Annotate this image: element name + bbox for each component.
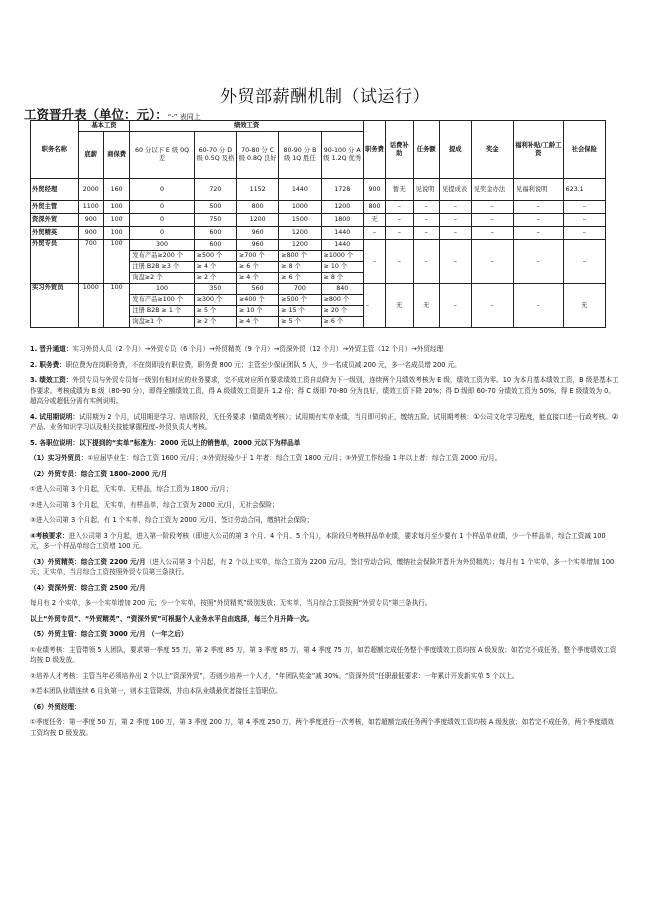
table-cell: ≥800 个 [279, 251, 321, 262]
table-cell: 1200 [237, 214, 279, 227]
table-cell: – [413, 214, 439, 227]
header-duty: 职务费 [363, 121, 385, 179]
table-cell: 见奖金办法 [471, 179, 513, 201]
table-cell: 见提成表 [439, 179, 471, 201]
table-cell: 0 [130, 179, 194, 201]
table-cell: 外贸精英 [31, 227, 79, 240]
table-cell: ≥800 个 [321, 295, 363, 306]
section-senior-heading: （4）资深外贸：综合工资 2500 元/月 [30, 583, 146, 592]
table-cell: – [471, 227, 513, 240]
table-cell: 720 [194, 179, 236, 201]
section-heading: （1）实习外贸员： [30, 454, 88, 462]
table-cell: ≥ 5 个 [279, 317, 321, 328]
table-cell: ≥ 4 个 [194, 262, 236, 273]
table-cell: 询盘≥2 个 [130, 273, 194, 284]
table-cell: 960 [237, 227, 279, 240]
table-cell: – [386, 227, 413, 240]
table-cell: – [363, 227, 385, 240]
table-cell: 100 [103, 284, 129, 328]
table-cell: 100 [103, 240, 129, 284]
list-marker: ② [611, 411, 619, 421]
table-cell: 见福利说明 [513, 179, 563, 201]
table-cell: ≥ 6 个 [279, 273, 321, 284]
table-cell: – [513, 227, 563, 240]
table-cell: 560 [237, 284, 279, 295]
table-cell: ≥500 个 [279, 295, 321, 306]
table-cell: ≥ 6 个 [237, 262, 279, 273]
note-heading: 2. 职务费： [30, 360, 66, 369]
header-row-1 [31, 121, 606, 132]
table-cell: – [563, 240, 605, 284]
table-cell: – [471, 240, 513, 284]
table-cell: ≥300 个 [194, 295, 236, 306]
header-base-benefit: 商保费 [103, 132, 129, 179]
table-cell: – [513, 201, 563, 214]
table-cell: 外贸经理 [31, 179, 79, 201]
table-cell: – [363, 284, 385, 328]
table-cell: 1728 [321, 179, 363, 201]
table-cell: 1200 [321, 201, 363, 214]
table-cell: 600 [194, 240, 236, 251]
notes-section [30, 344, 620, 743]
section-text: ②进入公司第 3 个月起，无实单，有样品单，综合工资为 2000 元/月，无社会保险； [30, 500, 279, 509]
table-cell: ≥400 个 [237, 295, 279, 306]
section-supervisor-heading: （5）外贸主管：综合工资 3000 元/月 （一年之后） [30, 630, 188, 638]
table-cell: – [363, 240, 385, 284]
section-choice-note: 以上“外贸专员”、“外贸精英”、“资深外贸”可根据个人业务水平自由选择，每三个月升降一次。 [30, 614, 314, 623]
table-cell: 见说明 [413, 179, 439, 201]
table-row-elite [31, 227, 606, 240]
table-cell: 资深外贸 [31, 214, 79, 227]
table-cell: ≥ 8 个 [321, 273, 363, 284]
table-cell: 160 [103, 179, 129, 201]
header-grade-d: 60-70 分 D 级 0.5Q 及格 [194, 132, 236, 179]
table-cell: 1100 [78, 201, 103, 214]
table-cell: 1500 [279, 214, 321, 227]
table-cell: – [439, 201, 471, 214]
table-row-manager [31, 179, 606, 201]
note-text: 职位费为在岗职务费，不在岗即没有职位费，职务费 800 元；主管至少保证团队 5 人，少一名成员减 200 元，多一名成员增 200 元。 [65, 360, 461, 369]
table-cell: 无 [386, 284, 413, 328]
table-cell: – [439, 227, 471, 240]
table-cell: 800 [363, 201, 385, 214]
table-cell: ≥ 2 个 [194, 317, 236, 328]
table-cell: 0 [130, 214, 194, 227]
table-cell: 询盘≥1 个 [130, 317, 194, 328]
table-cell: 900 [78, 214, 103, 227]
table-cell: – [386, 240, 413, 284]
table-cell: 发布产品≥100 个 [130, 295, 194, 306]
note-positions-heading: 5. 各职位说明：以下提到的“实单”标准为：2000 元以上的销售单，2000 元以下为样品单 [30, 438, 301, 447]
table-row-senior [31, 214, 606, 227]
header-bonus: 奖金 [471, 121, 513, 179]
table-cell: – [413, 201, 439, 214]
header-grade-e: 60 分以下 E 级 0Q 差 [130, 132, 194, 179]
table-cell: 840 [321, 284, 363, 295]
table-cell: 900 [78, 227, 103, 240]
subtitle-main: 工资晋升表（单位：元）： [24, 107, 168, 122]
header-grade-b: 80-90 分 B 级 1Q 胜任 [279, 132, 321, 179]
table-cell: 300 [130, 240, 194, 251]
note-performance [30, 375, 620, 407]
table-cell: 暂无 [386, 179, 413, 201]
table-cell: 1000 [78, 284, 103, 328]
table-cell: 700 [279, 284, 321, 295]
header-phone: 话费补助 [386, 121, 413, 179]
table-cell: – [439, 240, 471, 284]
header-commission: 提成 [439, 121, 471, 179]
list-marker: ① [473, 411, 480, 421]
header-grade-c: 70-80 分 C 级 0.8Q 良好 [237, 132, 279, 179]
table-cell: – [563, 214, 605, 227]
section-text: （进入公司第 3 个月起，有 2 个以上实单，综合工资为 2200 元/月，签订劳动合同，缴纳社会保险并晋升为外贸精英）；每月有 1 个实单，多一个实单增加 100 元；无实单，当月综合工资按照外贸专员第三条执行。 [30, 557, 615, 576]
subtitle-note: “-” 表同上 [167, 113, 201, 121]
table-cell: – [413, 227, 439, 240]
table-row-specialist [31, 240, 606, 251]
table-cell: 100 [103, 201, 129, 214]
section-intern [30, 453, 620, 464]
table-cell: 0 [130, 201, 194, 214]
section-specialist-heading: （2）外贸专员：综合工资 1800–2000 元/月 [30, 469, 168, 478]
table-cell: 发布产品≥200 个 [130, 251, 194, 262]
note-heading: 4. 试用期说明： [30, 412, 79, 421]
note-text: 试用期为 2 个月，试用期是学习、培训阶段，无任务要求（做绩效考核）；试用期有实单业绩，当月即可转正，缴纳五险。试用期考核： [78, 412, 474, 421]
table-cell: ≥1000 个 [321, 251, 363, 262]
table-cell: – [386, 214, 413, 227]
header-position: 职务名称 [31, 121, 79, 179]
table-cell: 623.1 [563, 179, 605, 201]
table-cell: 500 [194, 201, 236, 214]
table-cell: – [471, 214, 513, 227]
table-cell: 无 [413, 284, 439, 328]
table-cell: 注册 B2B ≥3 个 [130, 262, 194, 273]
table-cell: – [413, 240, 439, 284]
table-cell: ≥ 10 个 [321, 262, 363, 273]
table-cell: – [386, 201, 413, 214]
table-cell: 100 [103, 214, 129, 227]
section-text: ①进入公司第 3 个月起，无实单、无样品，综合工资为 1800 元/月； [30, 485, 233, 493]
section-text: ③若本团队业绩连续 6 月负第一，则本主管降级，并由本队业绩最优者接任主管职位。 [30, 687, 282, 695]
table-cell: 900 [363, 179, 385, 201]
section-elite [30, 557, 620, 578]
table-cell: 1440 [321, 240, 363, 251]
table-row-intern [31, 284, 606, 295]
table-cell: – [439, 214, 471, 227]
table-cell: 实习外贸员 [31, 284, 79, 328]
table-cell: 800 [237, 201, 279, 214]
table-cell: – [471, 201, 513, 214]
header-welfare: 福利补贴/工龄工资 [513, 121, 563, 179]
section-text: ②培养人才考核：主管当年必须培养出 2 个以上“资深外贸”，否则少培养一个人才，“年团队奖金”减 30%。“资深外贸”任职最低要求：一年累计开发新实单 5 个以上。 [30, 671, 519, 680]
section-text: ①季度任务：第一季度 50 万，第 2 季度 100 万，第 3 季度 200 万，第 4 季度 250 万，两个季度进行一次考核，如若超额完成任务两个季度绩效工资均按 A 级发放；如若完不成任务，两个季度绩效工资均按 D 级发放。 [30, 718, 615, 737]
table-cell: – [563, 227, 605, 240]
section-text: 进入公司第 3 个月起，进入第一阶段考核（即进入公司的第 3 个月、4 个月、5 个月），本阶段只考核样品单业绩，要求每月至少要有 1 个样品单业绩，少一个样品单，综合工资减 100 元，多一个样品单综合工资增 100 元。 [30, 531, 606, 550]
table-cell: – [513, 214, 563, 227]
table-cell: 无 [563, 284, 605, 328]
table-cell: – [513, 240, 563, 284]
header-task: 任务额 [413, 121, 439, 179]
section-text: ①业绩考核：主管带领 5 人团队，要求第一季度 55 万，第 2 季度 85 万，第 3 季度 85 万，第 4 季度 75 万，如若超额完成任务整个季度绩效工资均按 A 级发放；如若完不成任务，整个季度绩效工资均按 D 级发放。 [30, 645, 617, 664]
table-cell: 750 [194, 214, 236, 227]
note-heading: 1. 晋升通道： [30, 345, 73, 353]
table-cell: 1000 [279, 201, 321, 214]
note-text: 产品、业务知识学习以及相关技能掌握程度–外贸负责人考核。 [30, 423, 212, 431]
section-assessment [30, 531, 620, 552]
table-cell: 1440 [279, 179, 321, 201]
salary-table [30, 120, 606, 328]
note-promotion [30, 344, 620, 355]
section-text: 每月有 2 个实单，多一个实单增加 200 元；少一个实单，按照“外贸精英”级别发放；无实单，当月综合工资按照“外贸专员”第三条执行。 [30, 599, 432, 607]
note-text: 实习外贸人员（2 个月）→外贸专员（6 个月）→外贸精英（9 个月）→资深外贸（12 个月）→外贸主管（12 个月）→外贸经理 [72, 345, 444, 353]
table-cell: 无 [363, 214, 385, 227]
table-cell: – [439, 284, 471, 328]
table-cell: ≥700 个 [237, 251, 279, 262]
note-heading: 3. 绩效工资： [30, 376, 73, 384]
table-cell: ≥ 5 个 [194, 306, 236, 317]
table-cell: ≥ 4 个 [237, 317, 279, 328]
header-base: 基本工资 [78, 121, 130, 132]
header-social: 社会保险 [563, 121, 605, 179]
section-heading: ④考核要求： [30, 531, 69, 540]
table-cell: 960 [237, 240, 279, 251]
table-cell: ≥500 个 [194, 251, 236, 262]
table-cell: 700 [78, 240, 103, 284]
table-cell: 2000 [78, 179, 103, 201]
table-cell: 1200 [279, 227, 321, 240]
header-grade-a: 90-100 分 A 级 1.2Q 优秀 [321, 132, 363, 179]
table-cell: 100 [103, 227, 129, 240]
table-cell: ≥ 15 个 [279, 306, 321, 317]
header-base-salary: 底薪 [78, 132, 103, 179]
table-cell: ≥ 8 个 [279, 262, 321, 273]
table-cell: 1200 [279, 240, 321, 251]
table-cell: 1440 [321, 227, 363, 240]
note-duty-fee [30, 360, 620, 371]
table-cell: 外贸专员 [31, 240, 79, 284]
table-cell: – [563, 201, 605, 214]
table-row-supervisor [31, 201, 606, 214]
table-cell: ≥ 20 个 [321, 306, 363, 317]
note-probation [30, 412, 620, 433]
table-cell: ≥ 4 个 [237, 273, 279, 284]
table-cell: 1152 [237, 179, 279, 201]
table-cell: 外贸主管 [31, 201, 79, 214]
table-cell: 100 [130, 284, 194, 295]
table-cell: ≥ 10 个 [237, 306, 279, 317]
table-cell: 0 [130, 227, 194, 240]
note-text: 外贸专员与外贸专员每一级别有相对应的业务要求，完不成对应所有要求绩效工资自动降为下一级别，连续两个月绩效考核为 E 级，绩效工资为零。10 为本月基本绩效工资，B 级是基本工作要求。考核成绩为 B 级（80-90 分），即得全额绩效工资，得 A 级绩效工资提升 1.2 倍；得 C 级即 70-80 分为良好，绩效工资下降 20%；得 D 级即 60-70 分绩效工资为 50%，得 E 级绩效为 0。超高分或超低分需有实例说明。 [30, 376, 619, 405]
section-text: ③进入公司第 3 个月起，有 1 个实单，综合工资为 2000 元/月，签订劳动合同，缴纳社会保险； [30, 516, 314, 524]
section-text: ①应届毕业生：综合工资 1600 元/月；②外贸经验少于 1 年者：综合工资 1800 元/月；③外贸工作经验 1 年以上者：综合工资 2000 元/月。 [87, 454, 502, 462]
table-cell: ≥ 2 个 [194, 273, 236, 284]
table-cell: 1800 [321, 214, 363, 227]
table-cell: ≥ 6 个 [321, 317, 363, 328]
section-heading: （3）外贸精英：综合工资 2200 元/月 [30, 557, 146, 566]
note-text: 公司文化学习程度，能直接口述一行政考核。 [479, 412, 612, 421]
document-title: 外贸部薪酬机制（试运行） [220, 87, 430, 107]
section-manager-heading: （6）外贸经理： [30, 702, 81, 711]
table-cell: 350 [194, 284, 236, 295]
header-perf: 绩效工资 [130, 121, 364, 132]
table-cell: 600 [194, 227, 236, 240]
table-cell: 注册 B2B ≥ 1 个 [130, 306, 194, 317]
table-cell: – [513, 284, 563, 328]
table-cell: – [471, 284, 513, 328]
